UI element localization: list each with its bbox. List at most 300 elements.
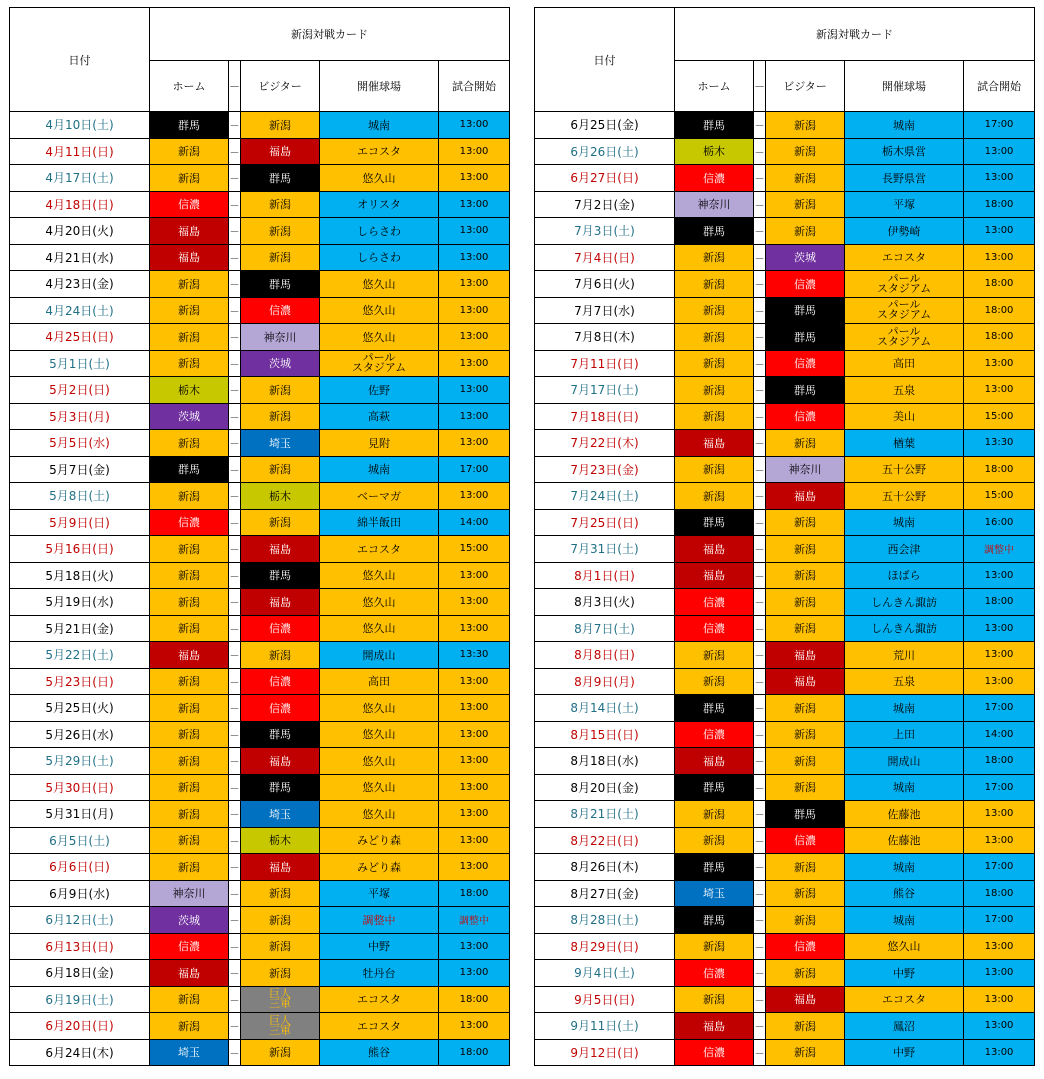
visitor-team-cell: 新潟 (241, 907, 320, 934)
schedule-row (10, 536, 510, 563)
venue-cell: 悠久山 (320, 324, 439, 351)
versus-dash: － (229, 403, 241, 430)
date-cell: 7月8日(木) (535, 324, 675, 351)
versus-dash: － (229, 218, 241, 245)
visitor-team-cell: 新潟 (241, 244, 320, 271)
versus-dash: － (229, 1039, 241, 1066)
date-cell: 7月11日(日) (535, 350, 675, 377)
start-time-cell: 13:00 (964, 377, 1035, 404)
venue-cell: 見附 (320, 430, 439, 457)
date-cell: 5月19日(水) (10, 589, 150, 616)
home-team-cell: 新潟 (150, 721, 229, 748)
venue-cell: 五十公野 (845, 483, 964, 510)
venue-cell: 綿半飯田 (320, 509, 439, 536)
schedule-row (10, 271, 510, 298)
start-time-cell: 13:00 (439, 933, 510, 960)
start-time-cell: 18:00 (964, 324, 1035, 351)
versus-dash: － (229, 986, 241, 1013)
visitor-team-cell: 新潟 (766, 1039, 845, 1066)
versus-dash: － (229, 138, 241, 165)
date-cell: 6月12日(土) (10, 907, 150, 934)
versus-dash: － (229, 880, 241, 907)
schedule-row (535, 244, 1035, 271)
versus-dash: － (754, 218, 766, 245)
start-time-cell: 18:00 (964, 748, 1035, 775)
start-time-cell: 18:00 (439, 880, 510, 907)
start-time-cell: 13:00 (964, 218, 1035, 245)
versus-dash: － (229, 960, 241, 987)
schedule-row (535, 191, 1035, 218)
versus-dash: － (754, 1013, 766, 1040)
date-cell: 6月5日(土) (10, 827, 150, 854)
schedule-row (535, 430, 1035, 457)
versus-dash: － (754, 721, 766, 748)
venue-cell: エコスタ (845, 986, 964, 1013)
visitor-team-cell: 新潟 (241, 456, 320, 483)
schedule-row (535, 456, 1035, 483)
versus-dash: － (754, 509, 766, 536)
home-team-cell: 福島 (150, 244, 229, 271)
date-cell: 8月8日(日) (535, 642, 675, 669)
home-team-cell: 新潟 (150, 748, 229, 775)
home-team-cell: 新潟 (150, 986, 229, 1013)
venue-cell: エコスタ (320, 138, 439, 165)
home-team-cell: 群馬 (675, 774, 754, 801)
start-time-cell: 13:00 (964, 827, 1035, 854)
versus-dash: － (229, 244, 241, 271)
venue-cell: しんきん諏訪 (845, 615, 964, 642)
start-time-cell: 17:00 (964, 774, 1035, 801)
visitor-team-cell: 新潟 (766, 695, 845, 722)
venue-cell: 上田 (845, 721, 964, 748)
versus-dash: － (229, 827, 241, 854)
start-time-cell: 13:00 (964, 960, 1035, 987)
date-cell: 6月9日(水) (10, 880, 150, 907)
venue-cell: 悠久山 (845, 933, 964, 960)
home-team-cell: 新潟 (675, 483, 754, 510)
venue-cell: 五泉 (845, 377, 964, 404)
visitor-team-cell: 新潟 (766, 880, 845, 907)
venue-cell: エコスタ (320, 986, 439, 1013)
date-cell: 6月13日(日) (10, 933, 150, 960)
home-team-cell: 新潟 (150, 297, 229, 324)
schedule-row (10, 589, 510, 616)
home-team-cell: 新潟 (150, 562, 229, 589)
schedule-row (535, 297, 1035, 324)
date-cell: 8月21日(土) (535, 801, 675, 828)
venue-cell: 荒川 (845, 642, 964, 669)
versus-dash: － (754, 668, 766, 695)
schedule-row (10, 774, 510, 801)
date-cell: 8月7日(土) (535, 615, 675, 642)
date-cell: 5月7日(金) (10, 456, 150, 483)
start-time-cell: 13:00 (964, 801, 1035, 828)
date-cell: 6月27日(日) (535, 165, 675, 192)
venue-cell: 悠久山 (320, 165, 439, 192)
start-time-cell: 13:00 (439, 244, 510, 271)
versus-dash: － (229, 695, 241, 722)
visitor-team-cell: 信濃 (766, 933, 845, 960)
start-time-cell: 18:00 (964, 191, 1035, 218)
start-time-cell: 13:00 (439, 801, 510, 828)
date-cell: 5月23日(日) (10, 668, 150, 695)
venue-cell: 伊勢崎 (845, 218, 964, 245)
schedule-row (535, 854, 1035, 881)
schedule-row (10, 403, 510, 430)
versus-dash: － (229, 112, 241, 139)
home-team-cell: 新潟 (150, 350, 229, 377)
visitor-team-cell: 新潟 (766, 1013, 845, 1040)
venue-cell: 悠久山 (320, 297, 439, 324)
versus-dash: － (754, 430, 766, 457)
home-team-cell: 群馬 (675, 695, 754, 722)
venue-cell: しんきん諏訪 (845, 589, 964, 616)
visitor-team-cell: 新潟 (766, 615, 845, 642)
venue-cell: 熊谷 (320, 1039, 439, 1066)
venue-cell: エコスタ (320, 536, 439, 563)
schedule-row (535, 218, 1035, 245)
venue-cell: 佐藤池 (845, 827, 964, 854)
start-time-cell: 17:00 (964, 907, 1035, 934)
schedule-row (10, 483, 510, 510)
versus-dash: － (754, 960, 766, 987)
visitor-team-cell: 新潟 (766, 774, 845, 801)
date-cell: 5月3日(月) (10, 403, 150, 430)
start-time-cell: 13:30 (964, 430, 1035, 457)
venue-cell: 城南 (845, 695, 964, 722)
home-team-cell: 群馬 (675, 112, 754, 139)
versus-dash: － (754, 483, 766, 510)
visitor-team-cell: 群馬 (766, 377, 845, 404)
visitor-team-cell: 福島 (241, 138, 320, 165)
versus-dash: － (229, 350, 241, 377)
schedule-row (10, 297, 510, 324)
schedule-row (10, 350, 510, 377)
date-cell: 9月11日(土) (535, 1013, 675, 1040)
date-cell: 6月24日(木) (10, 1039, 150, 1066)
schedule-row (10, 244, 510, 271)
date-cell: 5月18日(火) (10, 562, 150, 589)
header-start: 試合開始 (439, 61, 510, 112)
versus-dash: － (754, 827, 766, 854)
start-time-cell: 13:00 (439, 827, 510, 854)
versus-dash: － (754, 456, 766, 483)
versus-dash: － (754, 377, 766, 404)
venue-cell: 城南 (320, 456, 439, 483)
venue-cell: パール スタジアム (845, 271, 964, 298)
start-time-cell: 13:00 (439, 403, 510, 430)
start-time-cell: 15:00 (439, 536, 510, 563)
visitor-team-cell: 福島 (766, 668, 845, 695)
date-cell: 4月23日(金) (10, 271, 150, 298)
home-team-cell: 埼玉 (150, 1039, 229, 1066)
versus-dash: － (229, 483, 241, 510)
venue-cell: 城南 (320, 112, 439, 139)
venue-cell: しらさわ (320, 218, 439, 245)
schedule-row (10, 827, 510, 854)
versus-dash: － (754, 854, 766, 881)
home-team-cell: 埼玉 (675, 880, 754, 907)
start-time-cell: 13:00 (439, 854, 510, 881)
home-team-cell: 新潟 (675, 801, 754, 828)
home-team-cell: 新潟 (675, 456, 754, 483)
start-time-cell: 13:00 (439, 165, 510, 192)
schedule-row (535, 801, 1035, 828)
visitor-team-cell: 新潟 (766, 960, 845, 987)
visitor-team-cell: 群馬 (241, 271, 320, 298)
venue-cell: 悠久山 (320, 695, 439, 722)
schedule-row (535, 933, 1035, 960)
schedule-row (535, 403, 1035, 430)
versus-dash: － (229, 562, 241, 589)
start-time-cell: 13:00 (964, 165, 1035, 192)
date-cell: 5月2日(日) (10, 377, 150, 404)
start-time-cell: 13:00 (964, 138, 1035, 165)
visitor-team-cell: 信濃 (241, 297, 320, 324)
schedule-table-left (9, 7, 510, 1066)
start-time-cell: 13:00 (439, 483, 510, 510)
venue-cell: 中野 (845, 960, 964, 987)
start-time-cell: 13:00 (439, 297, 510, 324)
header-start: 試合開始 (964, 61, 1035, 112)
start-time-cell: 13:00 (964, 615, 1035, 642)
versus-dash: － (754, 986, 766, 1013)
visitor-team-cell: 福島 (241, 589, 320, 616)
visitor-team-cell: 新潟 (241, 933, 320, 960)
home-team-cell: 新潟 (675, 271, 754, 298)
visitor-team-cell: 巨人 三軍 (241, 986, 320, 1013)
date-cell: 8月15日(日) (535, 721, 675, 748)
schedule-row (535, 695, 1035, 722)
venue-cell: 平塚 (845, 191, 964, 218)
venue-cell: みどり森 (320, 854, 439, 881)
visitor-team-cell: 栃木 (241, 827, 320, 854)
visitor-team-cell: 新潟 (766, 748, 845, 775)
visitor-team-cell: 群馬 (241, 562, 320, 589)
date-cell: 8月29日(日) (535, 933, 675, 960)
versus-dash: － (229, 377, 241, 404)
venue-cell: 熊谷 (845, 880, 964, 907)
venue-cell: ベーマガ (320, 483, 439, 510)
venue-cell: オリスタ (320, 191, 439, 218)
start-time-cell: 13:00 (964, 933, 1035, 960)
visitor-team-cell: 信濃 (241, 668, 320, 695)
home-team-cell: 福島 (675, 536, 754, 563)
start-time-cell: 17:00 (439, 456, 510, 483)
start-time-cell: 13:00 (964, 350, 1035, 377)
date-cell: 7月18日(日) (535, 403, 675, 430)
home-team-cell: 信濃 (675, 589, 754, 616)
date-cell: 5月29日(土) (10, 748, 150, 775)
versus-dash: － (754, 907, 766, 934)
date-cell: 5月22日(土) (10, 642, 150, 669)
schedule-row (535, 271, 1035, 298)
date-cell: 7月4日(日) (535, 244, 675, 271)
visitor-team-cell: 信濃 (241, 695, 320, 722)
venue-cell: 五泉 (845, 668, 964, 695)
venue-cell: 佐野 (320, 377, 439, 404)
date-cell: 8月26日(木) (535, 854, 675, 881)
schedule-row (10, 324, 510, 351)
date-cell: 4月20日(火) (10, 218, 150, 245)
visitor-team-cell: 新潟 (766, 589, 845, 616)
date-cell: 7月23日(金) (535, 456, 675, 483)
start-time-cell: 13:00 (964, 642, 1035, 669)
date-cell: 4月24日(土) (10, 297, 150, 324)
schedule-table-right (534, 7, 1035, 1066)
date-cell: 7月2日(金) (535, 191, 675, 218)
visitor-team-cell: 神奈川 (766, 456, 845, 483)
start-time-cell: 13:00 (964, 1013, 1035, 1040)
schedule-row (10, 218, 510, 245)
versus-dash: － (754, 589, 766, 616)
start-time-cell: 15:00 (964, 483, 1035, 510)
versus-dash: － (754, 801, 766, 828)
home-team-cell: 福島 (150, 218, 229, 245)
versus-dash: － (229, 774, 241, 801)
versus-dash: － (229, 801, 241, 828)
start-time-cell: 13:00 (439, 112, 510, 139)
venue-cell: 悠久山 (320, 774, 439, 801)
visitor-team-cell: 新潟 (241, 880, 320, 907)
date-cell: 4月11日(日) (10, 138, 150, 165)
versus-dash: － (754, 748, 766, 775)
header-visitor: ビジター (766, 61, 845, 112)
visitor-team-cell: 群馬 (766, 297, 845, 324)
venue-cell: 牡丹台 (320, 960, 439, 987)
schedule-row (10, 642, 510, 669)
venue-cell: 悠久山 (320, 748, 439, 775)
visitor-team-cell: 茨城 (766, 244, 845, 271)
home-team-cell: 新潟 (150, 668, 229, 695)
start-time-cell: 13:00 (439, 138, 510, 165)
date-cell: 4月17日(土) (10, 165, 150, 192)
venue-cell: 城南 (845, 509, 964, 536)
home-team-cell: 群馬 (150, 456, 229, 483)
start-time-cell: 13:00 (439, 748, 510, 775)
header-venue: 開催球場 (320, 61, 439, 112)
home-team-cell: 新潟 (675, 297, 754, 324)
visitor-team-cell: 神奈川 (241, 324, 320, 351)
venue-cell: 中野 (845, 1039, 964, 1066)
visitor-team-cell: 新潟 (241, 218, 320, 245)
date-cell: 5月8日(土) (10, 483, 150, 510)
schedule-row (10, 1013, 510, 1040)
venue-cell: 西会津 (845, 536, 964, 563)
versus-dash: － (754, 562, 766, 589)
schedule-row (535, 324, 1035, 351)
schedule-row (10, 721, 510, 748)
header-date: 日付 (535, 8, 675, 112)
venue-cell: 悠久山 (320, 562, 439, 589)
versus-dash: － (229, 536, 241, 563)
visitor-team-cell: 新潟 (766, 430, 845, 457)
date-cell: 8月9日(月) (535, 668, 675, 695)
visitor-team-cell: 新潟 (766, 562, 845, 589)
date-cell: 6月19日(土) (10, 986, 150, 1013)
venue-cell: 楢葉 (845, 430, 964, 457)
date-cell: 5月21日(金) (10, 615, 150, 642)
versus-dash: － (229, 854, 241, 881)
venue-cell: 悠久山 (320, 589, 439, 616)
venue-cell: 城南 (845, 112, 964, 139)
date-cell: 5月26日(水) (10, 721, 150, 748)
date-cell: 6月20日(日) (10, 1013, 150, 1040)
home-team-cell: 新潟 (150, 138, 229, 165)
schedule-row (535, 960, 1035, 987)
home-team-cell: 新潟 (675, 403, 754, 430)
venue-cell: パール スタジアム (845, 297, 964, 324)
schedule-row (10, 138, 510, 165)
versus-dash: － (229, 668, 241, 695)
versus-dash: － (229, 297, 241, 324)
schedule-row (10, 165, 510, 192)
home-team-cell: 福島 (675, 748, 754, 775)
visitor-team-cell: 栃木 (241, 483, 320, 510)
home-team-cell: 新潟 (150, 827, 229, 854)
date-cell: 6月6日(日) (10, 854, 150, 881)
schedule-row (535, 165, 1035, 192)
versus-dash: － (754, 297, 766, 324)
visitor-team-cell: 福島 (241, 536, 320, 563)
home-team-cell: 信濃 (675, 165, 754, 192)
home-team-cell: 群馬 (675, 218, 754, 245)
schedule-row (535, 377, 1035, 404)
versus-dash: － (229, 748, 241, 775)
date-cell: 7月6日(火) (535, 271, 675, 298)
versus-dash: － (754, 191, 766, 218)
home-team-cell: 群馬 (150, 112, 229, 139)
versus-dash: － (754, 271, 766, 298)
visitor-team-cell: 巨人 三軍 (241, 1013, 320, 1040)
venue-cell: 美山 (845, 403, 964, 430)
date-cell: 9月5日(日) (535, 986, 675, 1013)
start-time-cell: 13:00 (439, 721, 510, 748)
versus-dash: － (754, 536, 766, 563)
home-team-cell: 福島 (675, 430, 754, 457)
schedule-body-left (10, 112, 510, 1066)
start-time-cell: 18:00 (964, 297, 1035, 324)
home-team-cell: 新潟 (150, 774, 229, 801)
date-cell: 5月9日(日) (10, 509, 150, 536)
schedule-row (535, 642, 1035, 669)
visitor-team-cell: 新潟 (241, 403, 320, 430)
visitor-team-cell: 新潟 (766, 907, 845, 934)
schedule-row (10, 377, 510, 404)
versus-dash: － (754, 324, 766, 351)
venue-cell: パール スタジアム (320, 350, 439, 377)
date-cell: 6月18日(金) (10, 960, 150, 987)
home-team-cell: 新潟 (150, 483, 229, 510)
start-time-cell: 18:00 (964, 271, 1035, 298)
versus-dash: － (229, 642, 241, 669)
home-team-cell: 新潟 (675, 350, 754, 377)
versus-dash: － (229, 191, 241, 218)
schedule-row (10, 880, 510, 907)
visitor-team-cell: 新潟 (766, 191, 845, 218)
versus-dash: － (229, 589, 241, 616)
venue-cell: 城南 (845, 854, 964, 881)
home-team-cell: 群馬 (675, 509, 754, 536)
home-team-cell: 福島 (675, 562, 754, 589)
date-cell: 9月12日(日) (535, 1039, 675, 1066)
start-time-cell: 18:00 (964, 880, 1035, 907)
home-team-cell: 群馬 (675, 854, 754, 881)
visitor-team-cell: 福島 (766, 483, 845, 510)
home-team-cell: 信濃 (675, 721, 754, 748)
start-time-cell: 13:00 (964, 986, 1035, 1013)
home-team-cell: 栃木 (150, 377, 229, 404)
